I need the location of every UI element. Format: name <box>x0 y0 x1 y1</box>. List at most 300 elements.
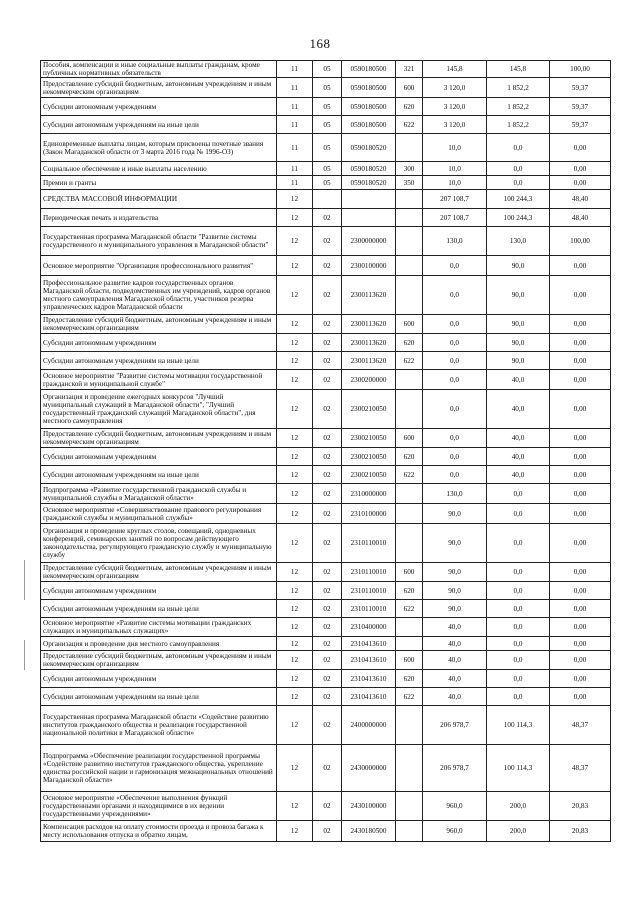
table-row <box>41 792 611 821</box>
target-article-code: 0590180500 <box>342 98 396 116</box>
table-row <box>41 637 611 651</box>
row-name: Предоставление субсидий бюджетным, автономным учреждениям и иным некоммерческим организациям <box>41 563 277 582</box>
table-row <box>41 276 611 315</box>
target-article-code <box>342 190 396 209</box>
execution-percent: 59,37 <box>550 98 611 116</box>
section-code: 12 <box>277 688 313 706</box>
row-name: Предоставление субсидий бюджетным, автономным учреждениям и иным некоммерческим организациям <box>41 651 277 670</box>
table-row <box>41 600 611 618</box>
planned-amount: 90,0 <box>423 600 487 618</box>
section-code: 12 <box>277 484 313 504</box>
planned-amount: 40,0 <box>423 670 487 688</box>
planned-amount: 960,0 <box>423 821 487 842</box>
table-row <box>41 821 611 842</box>
expense-type-code: 321 <box>396 61 423 78</box>
section-code: 11 <box>277 176 313 190</box>
expense-type-code: 600 <box>396 429 423 448</box>
actual-amount: 40,0 <box>487 448 550 466</box>
actual-amount: 90,0 <box>487 315 550 334</box>
row-name: Основное мероприятие «Обеспечение выполнения функций государственными органами и находящимися в их ведении государственными учреждениями» <box>41 792 277 821</box>
expense-type-code <box>396 370 423 390</box>
execution-percent: 0,00 <box>550 688 611 706</box>
actual-amount: 130,0 <box>487 227 550 256</box>
actual-amount: 90,0 <box>487 276 550 315</box>
section-code: 12 <box>277 334 313 352</box>
expense-type-code: 600 <box>396 78 423 98</box>
execution-percent: 0,00 <box>550 315 611 334</box>
planned-amount: 0,0 <box>423 429 487 448</box>
section-code: 11 <box>277 78 313 98</box>
planned-amount: 145,8 <box>423 61 487 78</box>
planned-amount: 0,0 <box>423 315 487 334</box>
section-code: 12 <box>277 352 313 370</box>
section-code: 12 <box>277 637 313 651</box>
table-row <box>41 370 611 390</box>
section-code: 11 <box>277 98 313 116</box>
actual-amount: 100 244,3 <box>487 190 550 209</box>
actual-amount: 40,0 <box>487 429 550 448</box>
table-row <box>41 256 611 276</box>
subsection-code: 02 <box>313 352 342 370</box>
expense-type-code <box>396 504 423 524</box>
actual-amount: 1 852,2 <box>487 78 550 98</box>
expense-type-code <box>396 524 423 563</box>
planned-amount: 206 978,7 <box>423 745 487 792</box>
planned-amount: 40,0 <box>423 618 487 637</box>
planned-amount: 0,0 <box>423 466 487 484</box>
execution-percent: 100,00 <box>550 227 611 256</box>
execution-percent: 0,00 <box>550 484 611 504</box>
section-code: 12 <box>277 466 313 484</box>
actual-amount: 90,0 <box>487 334 550 352</box>
section-code: 12 <box>277 276 313 315</box>
row-name: Премии и гранты <box>41 176 277 190</box>
actual-amount: 200,0 <box>487 821 550 842</box>
section-code: 12 <box>277 600 313 618</box>
target-article-code: 2310110010 <box>342 524 396 563</box>
expense-type-code <box>396 134 423 162</box>
row-name: Предоставление субсидий бюджетным, автономным учреждениям и иным некоммерческим организациям <box>41 429 277 448</box>
section-code: 12 <box>277 390 313 429</box>
subsection-code: 05 <box>313 134 342 162</box>
target-article-code: 2300113620 <box>342 334 396 352</box>
planned-amount: 40,0 <box>423 688 487 706</box>
section-code: 12 <box>277 706 313 745</box>
target-article-code: 2310110010 <box>342 563 396 582</box>
section-code: 11 <box>277 116 313 134</box>
planned-amount: 90,0 <box>423 524 487 563</box>
row-name: Субсидии автономным учреждениям <box>41 334 277 352</box>
expense-type-code <box>396 637 423 651</box>
table-row <box>41 448 611 466</box>
target-article-code <box>342 209 396 227</box>
subsection-code: 02 <box>313 688 342 706</box>
target-article-code: 2310000000 <box>342 484 396 504</box>
target-article-code: 0590180500 <box>342 116 396 134</box>
table-row <box>41 706 611 745</box>
budget-table <box>40 60 611 842</box>
actual-amount: 0,0 <box>487 524 550 563</box>
planned-amount: 10,0 <box>423 162 487 176</box>
row-name: Организация и проведение круглых столов, совещаний, однодневных конференций, семинарских занятий по вопросам действующего законодательства, регулирующего гражданскую службу и муниципальную службу <box>41 524 277 563</box>
subsection-code: 02 <box>313 209 342 227</box>
execution-percent: 0,00 <box>550 670 611 688</box>
actual-amount: 40,0 <box>487 370 550 390</box>
section-code: 12 <box>277 370 313 390</box>
subsection-code: 02 <box>313 429 342 448</box>
row-name: Профессиональное развитие кадров государственных органов Магаданской области, подведомственных им учреждений, кадров органов местного самоуправления Магаданской области, участников резерва управленческих кадров Магаданской области <box>41 276 277 315</box>
planned-amount: 90,0 <box>423 582 487 600</box>
target-article-code: 2300210050 <box>342 466 396 484</box>
row-name: Предоставление субсидий бюджетным, автономным учреждениям и иным некоммерческим организациям <box>41 315 277 334</box>
margin-mark <box>24 560 25 600</box>
expense-type-code: 600 <box>396 651 423 670</box>
execution-percent: 20,83 <box>550 792 611 821</box>
execution-percent: 48,37 <box>550 745 611 792</box>
actual-amount: 0,0 <box>487 600 550 618</box>
row-name: СРЕДСТВА МАССОВОЙ ИНФОРМАЦИИ <box>41 190 277 209</box>
planned-amount: 40,0 <box>423 651 487 670</box>
execution-percent: 0,00 <box>550 334 611 352</box>
table-row <box>41 524 611 563</box>
table-row <box>41 315 611 334</box>
target-article-code: 2300113620 <box>342 276 396 315</box>
section-code: 12 <box>277 524 313 563</box>
section-code: 12 <box>277 227 313 256</box>
expense-type-code: 622 <box>396 688 423 706</box>
subsection-code: 05 <box>313 98 342 116</box>
subsection-code: 02 <box>313 370 342 390</box>
planned-amount: 90,0 <box>423 504 487 524</box>
section-code: 12 <box>277 429 313 448</box>
table-row <box>41 162 611 176</box>
subsection-code: 05 <box>313 61 342 78</box>
expense-type-code: 350 <box>396 176 423 190</box>
section-code: 12 <box>277 315 313 334</box>
actual-amount: 200,0 <box>487 792 550 821</box>
row-name: Субсидии автономным учреждениям на иные цели <box>41 600 277 618</box>
table-row <box>41 98 611 116</box>
row-name: Субсидии автономным учреждениям на иные цели <box>41 116 277 134</box>
table-row <box>41 176 611 190</box>
subsection-code: 05 <box>313 162 342 176</box>
row-name: Организация и проведение дня местного самоуправления <box>41 637 277 651</box>
target-article-code: 2310100000 <box>342 504 396 524</box>
subsection-code: 02 <box>313 466 342 484</box>
execution-percent: 0,00 <box>550 651 611 670</box>
planned-amount: 0,0 <box>423 352 487 370</box>
subsection-code: 05 <box>313 78 342 98</box>
table-body <box>41 61 611 842</box>
table-row <box>41 78 611 98</box>
row-name: Единовременные выплаты лицам, которым присвоены почетные звания (Закон Магаданской области от 3 марта 2016 года № 1996-ОЗ) <box>41 134 277 162</box>
target-article-code: 0590180520 <box>342 162 396 176</box>
target-article-code: 2300200000 <box>342 370 396 390</box>
execution-percent: 48,40 <box>550 190 611 209</box>
target-article-code: 2310110010 <box>342 582 396 600</box>
section-code: 12 <box>277 504 313 524</box>
execution-percent: 48,40 <box>550 209 611 227</box>
target-article-code: 2310400000 <box>342 618 396 637</box>
subsection-code: 02 <box>313 670 342 688</box>
row-name: Организация и проведение ежегодных конкурсов "Лучший муниципальный служащий в Магаданской области", "Лучший государственный гражданский служащий Магаданской области", дня местного самоуправления <box>41 390 277 429</box>
table-row <box>41 670 611 688</box>
expense-type-code: 622 <box>396 352 423 370</box>
expense-type-code <box>396 190 423 209</box>
actual-amount: 100 114,3 <box>487 745 550 792</box>
target-article-code: 0590180520 <box>342 176 396 190</box>
execution-percent: 0,00 <box>550 466 611 484</box>
actual-amount: 1 852,2 <box>487 98 550 116</box>
row-name: Компенсация расходов на оплату стоимости проезда и провоза багажа к месту использования отпуска и обратно лицам, <box>41 821 277 842</box>
section-code: 12 <box>277 448 313 466</box>
expense-type-code: 620 <box>396 448 423 466</box>
target-article-code: 0590180520 <box>342 134 396 162</box>
expense-type-code <box>396 745 423 792</box>
planned-amount: 40,0 <box>423 637 487 651</box>
expense-type-code: 300 <box>396 162 423 176</box>
actual-amount: 90,0 <box>487 256 550 276</box>
table-row <box>41 745 611 792</box>
subsection-code: 02 <box>313 563 342 582</box>
row-name: Основное мероприятие "Организация профессионального развития" <box>41 256 277 276</box>
execution-percent: 100,00 <box>550 61 611 78</box>
expense-type-code: 600 <box>396 563 423 582</box>
target-article-code: 2400000000 <box>342 706 396 745</box>
expense-type-code: 620 <box>396 582 423 600</box>
subsection-code: 02 <box>313 524 342 563</box>
table-row <box>41 116 611 134</box>
expense-type-code <box>396 706 423 745</box>
actual-amount: 90,0 <box>487 352 550 370</box>
row-name: Подпрограмма «Развитие государственной гражданской службы и муниципальной службы в Магаданской области» <box>41 484 277 504</box>
planned-amount: 0,0 <box>423 276 487 315</box>
section-code: 12 <box>277 821 313 842</box>
execution-percent: 0,00 <box>550 563 611 582</box>
row-name: Субсидии автономным учреждениям на иные цели <box>41 466 277 484</box>
expense-type-code: 620 <box>396 98 423 116</box>
target-article-code: 0590180500 <box>342 78 396 98</box>
row-name: Подпрограмма «Обеспечение реализации государственной программы «Содействие развитию институтов гражданского общества, укрепление единства российской нации и гармонизация межнациональных отношений Магаданской области» <box>41 745 277 792</box>
table-row <box>41 466 611 484</box>
planned-amount: 0,0 <box>423 256 487 276</box>
planned-amount: 0,0 <box>423 334 487 352</box>
section-code: 12 <box>277 209 313 227</box>
planned-amount: 130,0 <box>423 484 487 504</box>
expense-type-code: 622 <box>396 116 423 134</box>
subsection-code: 02 <box>313 334 342 352</box>
expense-type-code <box>396 227 423 256</box>
table-row <box>41 504 611 524</box>
row-name: Государственная программа Магаданской области "Развитие системы государственного и муниципального управления в Магаданской области" <box>41 227 277 256</box>
execution-percent: 0,00 <box>550 370 611 390</box>
row-name: Основное мероприятие «Развитие системы мотивации гражданских служащих и муниципальных служащих» <box>41 618 277 637</box>
subsection-code: 02 <box>313 276 342 315</box>
planned-amount: 3 120,0 <box>423 116 487 134</box>
subsection-code <box>313 190 342 209</box>
actual-amount: 0,0 <box>487 484 550 504</box>
subsection-code: 05 <box>313 176 342 190</box>
execution-percent: 0,00 <box>550 448 611 466</box>
expense-type-code: 622 <box>396 466 423 484</box>
table-row <box>41 688 611 706</box>
section-code: 12 <box>277 256 313 276</box>
subsection-code: 02 <box>313 651 342 670</box>
subsection-code: 02 <box>313 227 342 256</box>
table-row <box>41 618 611 637</box>
section-code: 12 <box>277 582 313 600</box>
execution-percent: 0,00 <box>550 504 611 524</box>
subsection-code: 05 <box>313 116 342 134</box>
row-name: Основное мероприятие "Развитие системы мотивации государственной гражданской и муниципальной службе" <box>41 370 277 390</box>
table-row <box>41 61 611 78</box>
actual-amount: 0,0 <box>487 176 550 190</box>
execution-percent: 20,83 <box>550 821 611 842</box>
planned-amount: 10,0 <box>423 134 487 162</box>
planned-amount: 3 120,0 <box>423 98 487 116</box>
execution-percent: 0,00 <box>550 524 611 563</box>
planned-amount: 207 108,7 <box>423 209 487 227</box>
expense-type-code <box>396 209 423 227</box>
subsection-code: 02 <box>313 448 342 466</box>
planned-amount: 0,0 <box>423 390 487 429</box>
target-article-code: 2300000000 <box>342 227 396 256</box>
section-code: 12 <box>277 618 313 637</box>
target-article-code: 2300100000 <box>342 256 396 276</box>
target-article-code: 2310110010 <box>342 600 396 618</box>
table-row <box>41 651 611 670</box>
subsection-code: 02 <box>313 315 342 334</box>
section-code: 11 <box>277 134 313 162</box>
execution-percent: 0,00 <box>550 256 611 276</box>
subsection-code: 02 <box>313 637 342 651</box>
execution-percent: 0,00 <box>550 162 611 176</box>
expense-type-code: 622 <box>396 600 423 618</box>
actual-amount: 0,0 <box>487 563 550 582</box>
row-name: Субсидии автономным учреждениям на иные цели <box>41 352 277 370</box>
planned-amount: 10,0 <box>423 176 487 190</box>
subsection-code: 02 <box>313 256 342 276</box>
section-code: 12 <box>277 670 313 688</box>
subsection-code: 02 <box>313 618 342 637</box>
execution-percent: 0,00 <box>550 390 611 429</box>
row-name: Социальное обеспечение и иные выплаты населению <box>41 162 277 176</box>
row-name: Государственная программа Магаданской области «Содействие развитию институтов гражданского общества и реализация государственной национальной политики в Магаданской области» <box>41 706 277 745</box>
table-row <box>41 227 611 256</box>
section-code: 12 <box>277 563 313 582</box>
subsection-code: 02 <box>313 792 342 821</box>
section-code: 11 <box>277 162 313 176</box>
table-row <box>41 390 611 429</box>
expense-type-code <box>396 821 423 842</box>
target-article-code: 2430180500 <box>342 821 396 842</box>
section-code: 11 <box>277 61 313 78</box>
row-name: Пособия, компенсации и иные социальные выплаты гражданам, кроме публичных нормативных обязательств <box>41 61 277 78</box>
execution-percent: 0,00 <box>550 134 611 162</box>
target-article-code: 2310413610 <box>342 688 396 706</box>
actual-amount: 40,0 <box>487 390 550 429</box>
execution-percent: 59,37 <box>550 116 611 134</box>
target-article-code: 2300210050 <box>342 448 396 466</box>
table-row <box>41 484 611 504</box>
row-name: Основное мероприятие «Совершенствование правового регулирования гражданской службы и муниципальной службы» <box>41 504 277 524</box>
expense-type-code <box>396 618 423 637</box>
section-code: 12 <box>277 651 313 670</box>
expense-type-code <box>396 792 423 821</box>
table-row <box>41 352 611 370</box>
actual-amount: 100 114,3 <box>487 706 550 745</box>
execution-percent: 0,00 <box>550 600 611 618</box>
expense-type-code: 620 <box>396 334 423 352</box>
actual-amount: 145,8 <box>487 61 550 78</box>
actual-amount: 0,0 <box>487 162 550 176</box>
execution-percent: 48,37 <box>550 706 611 745</box>
row-name: Субсидии автономным учреждениям <box>41 670 277 688</box>
planned-amount: 130,0 <box>423 227 487 256</box>
row-name: Предоставление субсидий бюджетным, автономным учреждениям и иным некоммерческим организациям <box>41 78 277 98</box>
planned-amount: 0,0 <box>423 448 487 466</box>
subsection-code: 02 <box>313 600 342 618</box>
actual-amount: 0,0 <box>487 688 550 706</box>
table-row <box>41 209 611 227</box>
table-row <box>41 190 611 209</box>
actual-amount: 0,0 <box>487 651 550 670</box>
actual-amount: 0,0 <box>487 637 550 651</box>
expense-type-code <box>396 256 423 276</box>
execution-percent: 0,00 <box>550 637 611 651</box>
execution-percent: 0,00 <box>550 618 611 637</box>
subsection-code: 02 <box>313 504 342 524</box>
target-article-code: 2310413610 <box>342 651 396 670</box>
target-article-code: 2300210050 <box>342 390 396 429</box>
planned-amount: 3 120,0 <box>423 78 487 98</box>
actual-amount: 0,0 <box>487 670 550 688</box>
execution-percent: 0,00 <box>550 176 611 190</box>
section-code: 12 <box>277 745 313 792</box>
table-row <box>41 582 611 600</box>
execution-percent: 0,00 <box>550 582 611 600</box>
execution-percent: 0,00 <box>550 352 611 370</box>
margin-mark <box>24 640 25 670</box>
expense-type-code <box>396 390 423 429</box>
expense-type-code: 620 <box>396 670 423 688</box>
row-name: Субсидии автономным учреждениям <box>41 98 277 116</box>
table-row <box>41 429 611 448</box>
subsection-code: 02 <box>313 821 342 842</box>
subsection-code: 02 <box>313 484 342 504</box>
section-code: 12 <box>277 792 313 821</box>
actual-amount: 1 852,2 <box>487 116 550 134</box>
planned-amount: 206 978,7 <box>423 706 487 745</box>
target-article-code: 2300210050 <box>342 429 396 448</box>
target-article-code: 2430100000 <box>342 792 396 821</box>
target-article-code: 2300113620 <box>342 352 396 370</box>
planned-amount: 207 108,7 <box>423 190 487 209</box>
row-name: Субсидии автономным учреждениям <box>41 448 277 466</box>
execution-percent: 59,37 <box>550 78 611 98</box>
subsection-code: 02 <box>313 706 342 745</box>
target-article-code: 0590180500 <box>342 61 396 78</box>
target-article-code: 2310413610 <box>342 670 396 688</box>
actual-amount: 40,0 <box>487 466 550 484</box>
actual-amount: 0,0 <box>487 582 550 600</box>
target-article-code: 2300113620 <box>342 315 396 334</box>
execution-percent: 0,00 <box>550 276 611 315</box>
subsection-code: 02 <box>313 390 342 429</box>
page-number: 168 <box>309 36 331 51</box>
planned-amount: 0,0 <box>423 370 487 390</box>
actual-amount: 100 244,3 <box>487 209 550 227</box>
